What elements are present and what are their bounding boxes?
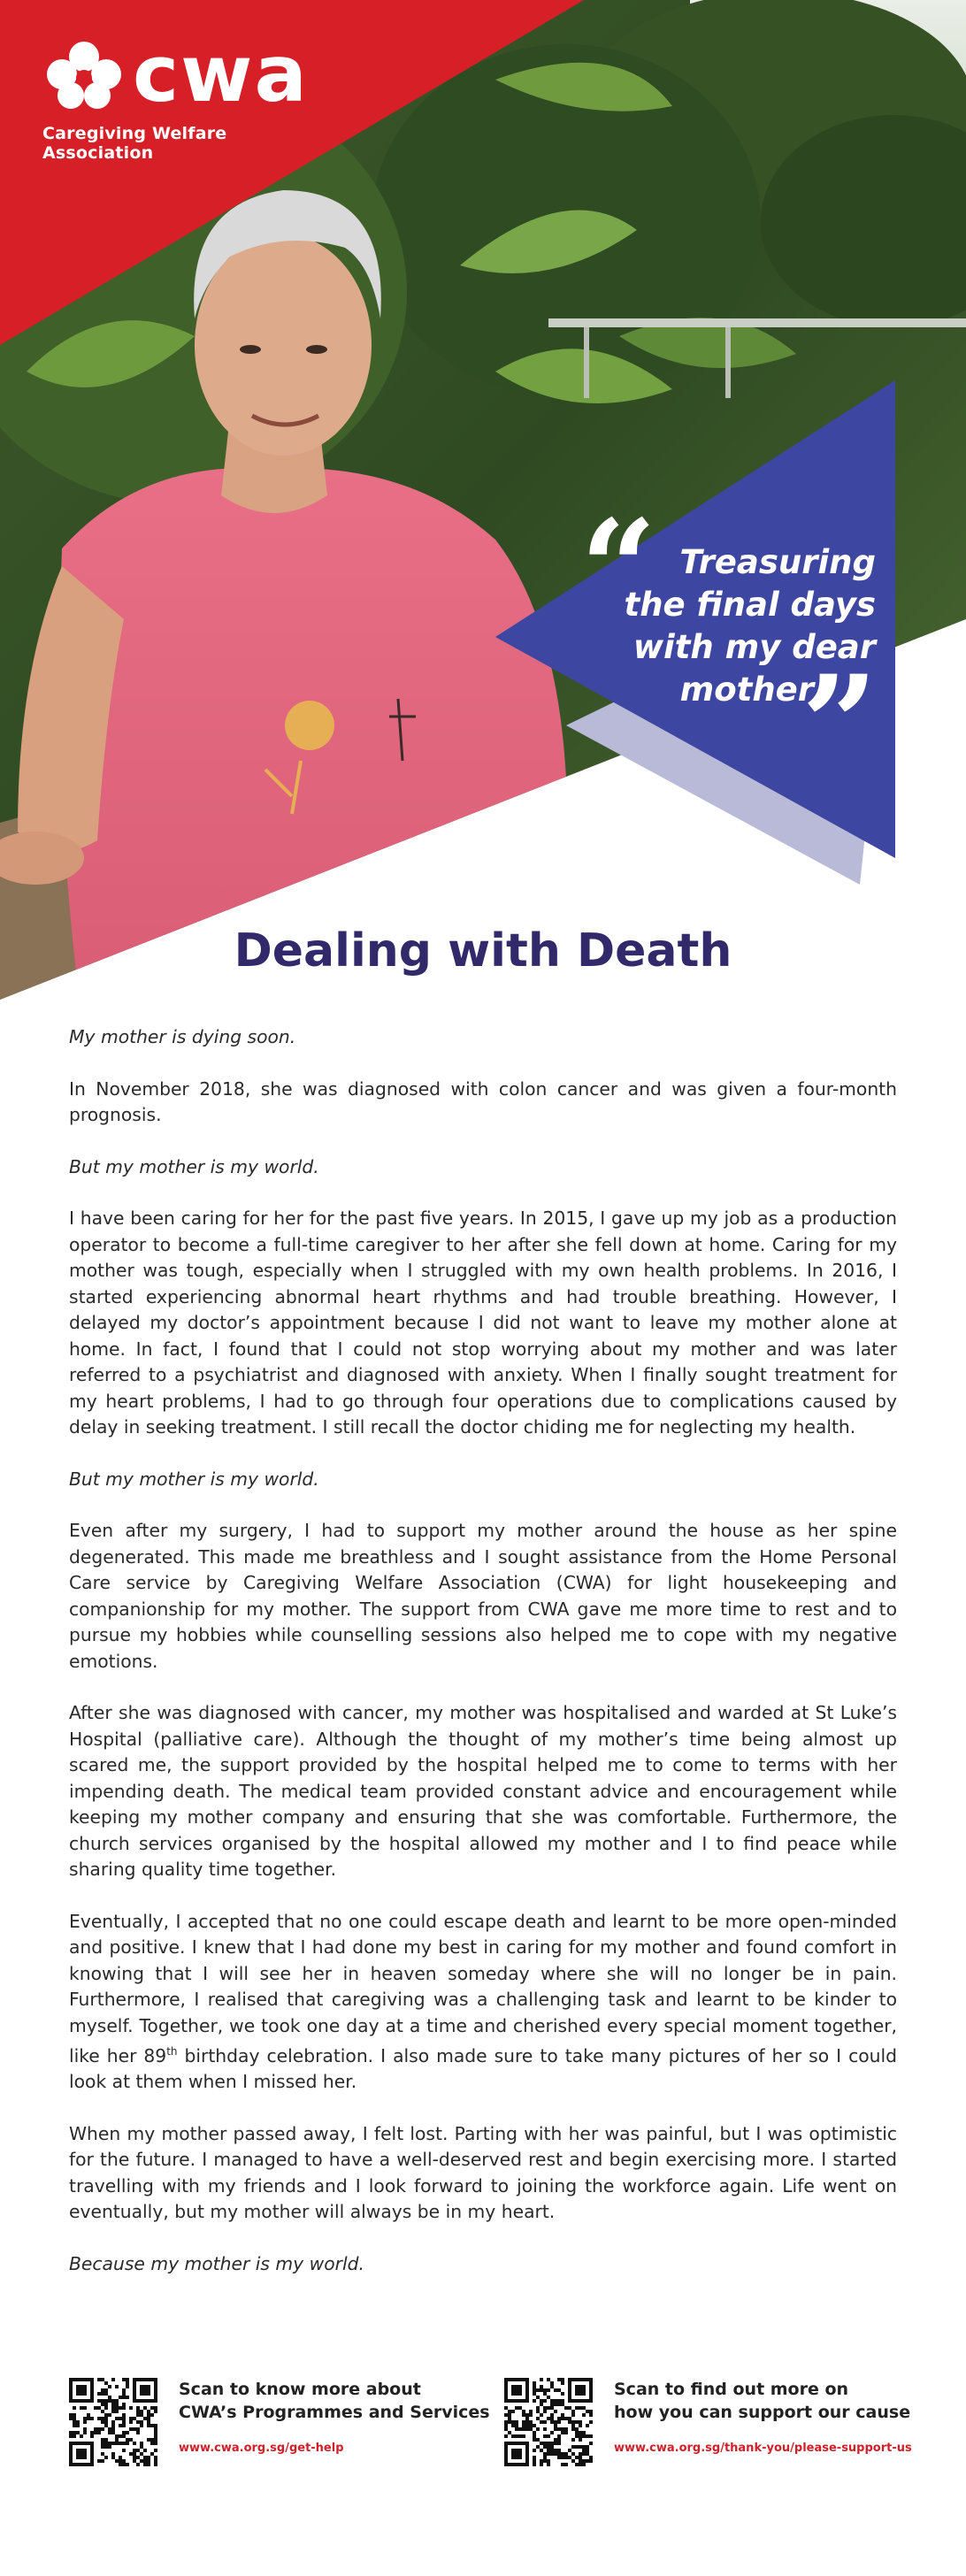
qr-code-icon[interactable] [504, 2378, 593, 2466]
open-quote-icon: “ [580, 491, 657, 647]
qr-title-line: Scan to find out more on [614, 2380, 849, 2399]
qr-code-icon[interactable] [69, 2378, 157, 2466]
qr-title-line: CWA’s Programmes and Services [179, 2403, 490, 2422]
article-paragraph: Eventually, I accepted that no one could escape death and learnt to be more open-minded and positive. I knew that I had done my best in caring for my mother and found comfort in knowing that I will see her in heaven someday where she will no longer be in pain. Furthermore, I realised that caregiving was a challenging task and learnt to be kinder to myself. Together, we took one day at a time and cherished every special moment together, like her 89th birthday celebration. I also made sure to take many pictures of her so I could look at them when I missed her. [69, 1910, 898, 2093]
quote-line: the final days [624, 586, 876, 624]
qr-title-line: how you can support our cause [614, 2403, 911, 2422]
logo-subtitle: Caregiving Welfare Association [42, 124, 227, 163]
article-paragraph: My mother is dying soon. [69, 1026, 296, 1047]
logo-wordmark: cwa [133, 28, 309, 119]
support-link[interactable]: www.cwa.org.sg/thank-you/please-support-us [614, 2442, 912, 2455]
quote-line: mother [679, 671, 814, 709]
article-body [69, 1024, 897, 2303]
quote-line: with my dear [632, 628, 876, 666]
footer [0, 2378, 966, 2484]
page-title: Dealing with Death [234, 924, 732, 978]
article-paragraph: In November 2018, she was diagnosed with colon cancer and was given a four-month prognosis. [69, 1077, 897, 1125]
article-paragraph: After she was diagnosed with cancer, my mother was hospitalised and warded at St Luke’s Hospital (palliative care). Although the thought of my mother’s time being almost up scared me, the support provided by the hospital helped me to come to terms with her impending death. The medical team provided constant advice and encouragement while keeping my mother company and ensuring that she was comfortable. Furthermore, the church services organised by the hospital allowed my mother and I to find peace while sharing quality time together. [69, 1702, 897, 1880]
qr-info [614, 2378, 912, 2466]
qr-title-line: Scan to know more about [179, 2380, 421, 2399]
article-paragraph: I have been caring for her for the past five years. In 2015, I gave up my job as a production operator to become a full-time caregiver to her after she fell down at home. Caring for my mother was tough, especially when I struggled with my own health problems. In 2016, I started experiencing abnormal heart rhythms and had trouble breathing. However, I delayed my doctor’s appointment because I did not want to leave my mother alone at home. In fact, I found that I could not stop worrying about my mother and was later referred to a psychiatrist and diagnosed with anxiety. When I finally sought treatment for my heart problems, I had to go through four operations due to complications caused by delay in seeking treatment. I still recall the doctor chiding me for neglecting my health. [69, 1208, 897, 1438]
article-paragraph: Even after my surgery, I had to support my mother around the house as her spine degenerated. This made me breathless and I sought assistance from the Home Personal Care service by Caregiving Welfare Association (CWA) for light housekeeping and companionship for my mother. The support from CWA gave me more time to rest and to pursue my hobbies while counselling sessions also helped me to cope with my negative emotions. [69, 1520, 897, 1672]
flower-logo-icon [42, 39, 126, 110]
article-paragraph: But my mother is my world. [69, 1155, 319, 1177]
support-qr-block[interactable] [504, 2378, 912, 2466]
article-paragraph: When my mother passed away, I felt lost. Parting with her was painful, but I was optimistic for the future. I managed to have a well-deserved rest and begin exercising more. I started travelling with my friends and I look forward to joining the workforce again. Life went on eventually, but my mother will always be in my heart. [69, 2122, 897, 2223]
get-help-link[interactable]: www.cwa.org.sg/get-help [179, 2442, 344, 2455]
hero-banner [0, 0, 966, 1000]
article-paragraph: Because my mother is my world. [69, 2252, 364, 2274]
quote-line: Treasuring [679, 543, 876, 581]
cwa-logo[interactable] [42, 28, 326, 163]
get-help-qr-block[interactable] [69, 2378, 490, 2466]
close-quote-icon: ” [801, 647, 878, 802]
article-paragraph: But my mother is my world. [69, 1468, 319, 1490]
qr-info [179, 2378, 490, 2466]
